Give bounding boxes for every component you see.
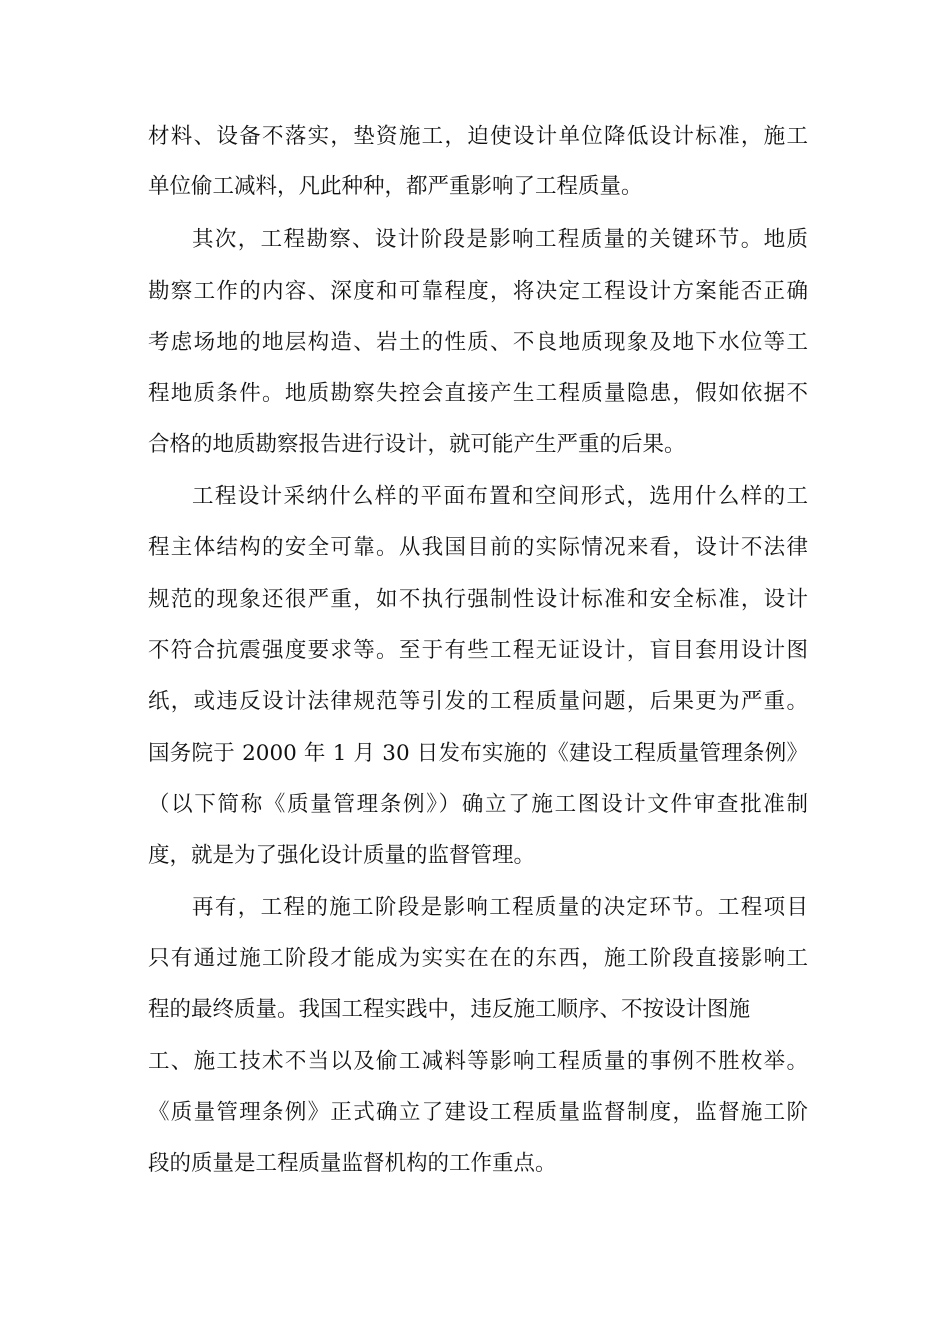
text-line: 考虑场地的地层构造、岩土的性质、不良地质现象及地下水位等工 xyxy=(148,330,808,355)
paragraph-first-line: 再有，工程的施工阶段是影响工程质量的决定环节。工程项目 xyxy=(192,895,808,920)
paragraph-first-line: 其次，工程勘察、设计阶段是影响工程质量的关键环节。地质 xyxy=(192,227,808,252)
text-line: 《质量管理条例》正式确立了建设工程质量监督制度，监督施工阶 xyxy=(148,1100,808,1125)
text-line: 程主体结构的安全可靠。从我国目前的实际情况来看，设计不法律 xyxy=(148,535,808,560)
text-line: 单位偷工减料，凡此种种，都严重影响了工程质量。 xyxy=(148,174,643,199)
text-line: 只有通过施工阶段才能成为实实在在的东西，施工阶段直接影响工 xyxy=(148,946,808,971)
text-line: 工、施工技术不当以及偷工减料等影响工程质量的事例不胜枚举。 xyxy=(148,1049,808,1074)
text-line: 程的最终质量。我国工程实践中，违反施工顺序、不按设计图施 xyxy=(148,997,751,1022)
text-line: 纸，或违反设计法律规范等引发的工程质量问题，后果更为严重。 xyxy=(148,689,808,714)
paragraph-first-line: 工程设计采纳什么样的平面布置和空间形式，选用什么样的工 xyxy=(192,484,808,509)
text-line: 程地质条件。地质勘察失控会直接产生工程质量隐患，假如依据不 xyxy=(148,381,808,406)
text-line: 材料、设备不落实，垫资施工，迫使设计单位降低设计标准，施工 xyxy=(148,124,808,149)
text-line: 合格的地质勘察报告进行设计，就可能产生严重的后果。 xyxy=(148,432,686,457)
text-line: （以下简称《质量管理条例》）确立了施工图设计文件审查批准制 xyxy=(148,792,808,817)
text-line: 国务院于 2000 年 1 月 30 日发布实施的《建设工程质量管理条例》 xyxy=(148,741,808,766)
text-line: 段的质量是工程质量监督机构的工作重点。 xyxy=(148,1151,557,1176)
text-line: 度，就是为了强化设计质量的监督管理。 xyxy=(148,843,536,868)
text-line: 规范的现象还很严重，如不执行强制性设计标准和安全标准，设计 xyxy=(148,587,808,612)
text-line: 不符合抗震强度要求等。至于有些工程无证设计，盲目套用设计图 xyxy=(148,638,808,663)
text-line: 勘察工作的内容、深度和可靠程度，将决定工程设计方案能否正确 xyxy=(148,279,808,304)
